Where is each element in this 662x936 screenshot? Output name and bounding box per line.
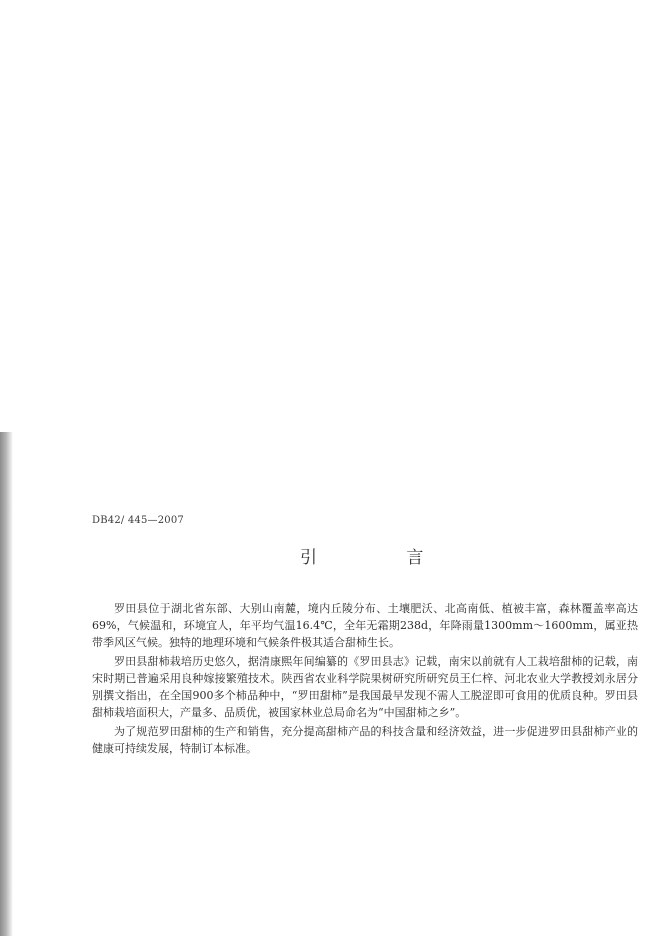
document-code: DB42/ 445—2007 — [92, 515, 184, 526]
paragraph-history: 罗田县甜柿栽培历史悠久，据清康熙年间编纂的《罗田县志》记载，南宋以前就有人工栽培甜柿的记载，南宋时期已普遍采用良种嫁接繁殖技术。陕西省农业科学院果树研究所研究员王仁梓、河北农业大学教授刘永居分别撰文指出，在全国900多个柿品种中，“罗田甜柿”是我国最早发现不需人工脱涩即可食用的优质良种。罗田县甜柿栽培面积大，产量多、品质优，被国家林业总局命名为“中国甜柿之乡”。 — [92, 655, 638, 719]
section-title: 引 言 — [300, 548, 466, 568]
scan-shadow-edge — [0, 432, 13, 936]
paragraph-purpose: 为了规范罗田甜柿的生产和销售，充分提高甜柿产品的科技含量和经济效益，进一步促进罗田县甜柿产业的健康可持续发展，特制订本标准。 — [92, 725, 638, 755]
body-text — [92, 600, 638, 759]
paragraph-geography: 罗田县位于湖北省东部、大别山南麓，境内丘陵分布、土壤肥沃、北高南低、植被丰富，森林覆盖率高达69%，气候温和，环境宜人，年平均气温16.4℃，全年无霜期238d，年降雨量1300mm～1600mm，属亚热带季风区气候。独特的地理环境和气候条件极其适合甜柿生长。 — [92, 602, 638, 649]
